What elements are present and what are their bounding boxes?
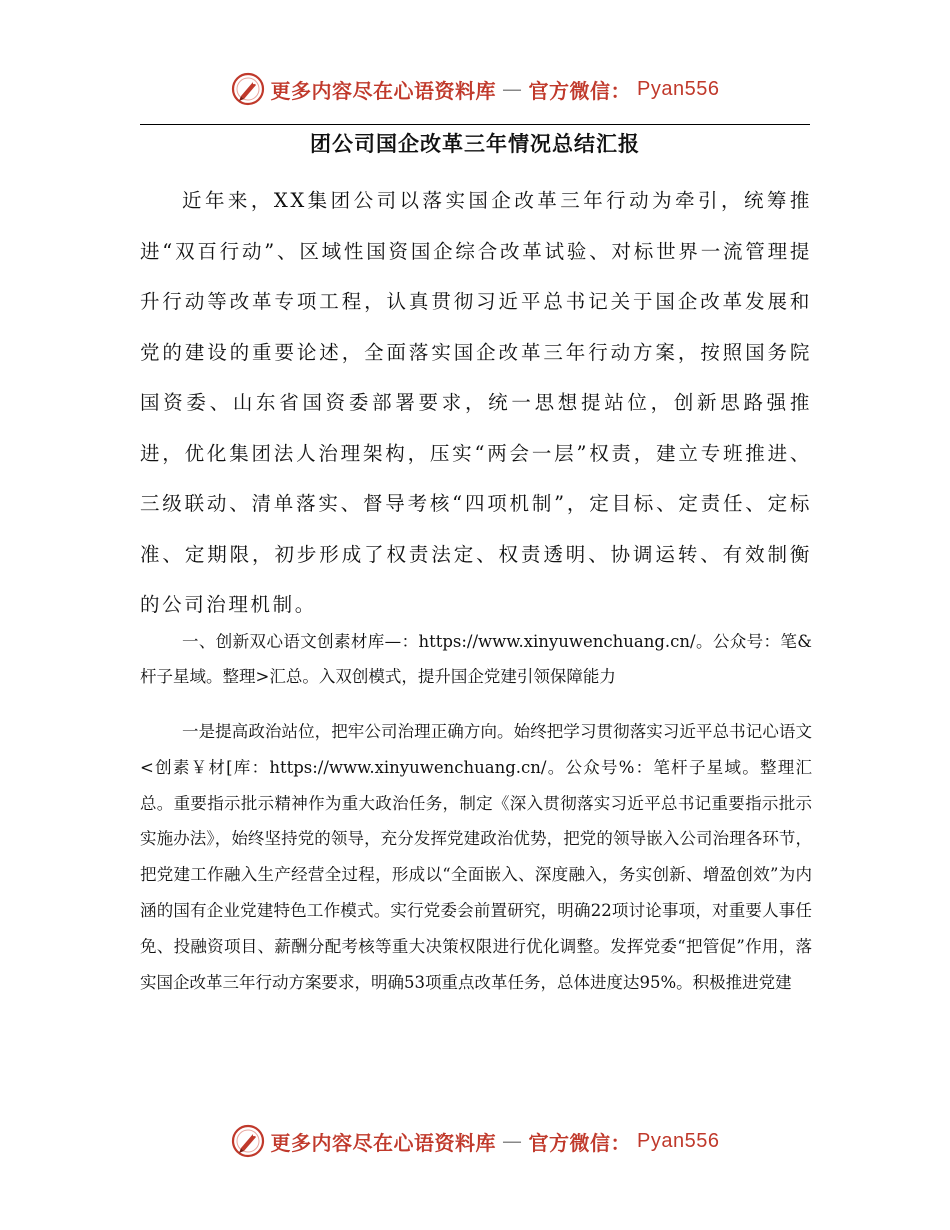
banner-wechat-handle: Pyan556 — [637, 77, 720, 100]
footer-watermark-banner — [0, 1121, 950, 1161]
body-paragraph: 一是提高政治站位，把牢公司治理正确方向。始终把学习贯彻落实习近平总书记心语文<创素￥材[库：https://www.xinyuwenchuang.cn/。公众号%：笔杆子星域。整理汇总。重要指示批示精神作为重大政治任务，制定《深入贯彻落实习近平总书记重要指示批示实施办法》，始终坚持党的领导，充分发挥党建政治优势，把党的领导嵌入公司治理各环节，把党建工作融入生产经营全过程，形成以“全面嵌入、深度融入，务实创新、增盈创效”为内涵的国有企业党建特色工作模式。实行党委会前置研究，明确22项讨论事项，对重要人事任免、投融资项目、薪酬分配考核等重大决策权限进行优化调整。发挥党委“把管促”作用，落实国企改革三年行动方案要求，明确53项重点改革任务，总体进度达95%。积极推进党建 — [140, 722, 812, 992]
banner-slogan: 更多内容尽在心语资料库 — [270, 78, 497, 103]
banner-dash: — — [502, 1129, 523, 1153]
pen-nib-logo-icon — [231, 72, 265, 106]
section-heading-paragraph: 一、创新双心语文创素材库—：https://www.xinyuwenchuang.cn/。公众号：笔&杆子星域。整理>汇总。入双创模式，提升国企党建引领保障能力 — [140, 632, 812, 686]
document-title: 团公司国企改革三年情况总结汇报 — [310, 132, 640, 156]
header-watermark-banner — [0, 69, 950, 109]
pen-nib-logo-icon — [231, 1124, 265, 1158]
body-paragraph: 近年来，XX集团公司以落实国企改革三年行动为牵引，统筹推进“双百行动”、区域性国资国企综合改革试验、对标世界一流管理提升行动等改革专项工程，认真贯彻习近平总书记关于国企改革发展和党的建设的重要论述，全面落实国企改革三年行动方案，按照国务院国资委、山东省国资委部署要求，统一思想提站位，创新思路强推进，优化集团法人治理架构，压实“两会一层”权责，建立专班推进、三级联动、清单落实、督导考核“四项机制”，定目标、定责任、定标准、定期限，初步形成了权责法定、权责透明、协调运转、有效制衡的公司治理机制。 — [140, 189, 812, 616]
banner-wechat-label: 官方微信： — [528, 1130, 632, 1155]
banner-slogan: 更多内容尽在心语资料库 — [270, 1130, 497, 1155]
header-divider — [140, 124, 810, 125]
banner-wechat-handle: Pyan556 — [637, 1129, 720, 1152]
banner-wechat-label: 官方微信： — [528, 78, 632, 103]
banner-dash: — — [502, 77, 523, 101]
